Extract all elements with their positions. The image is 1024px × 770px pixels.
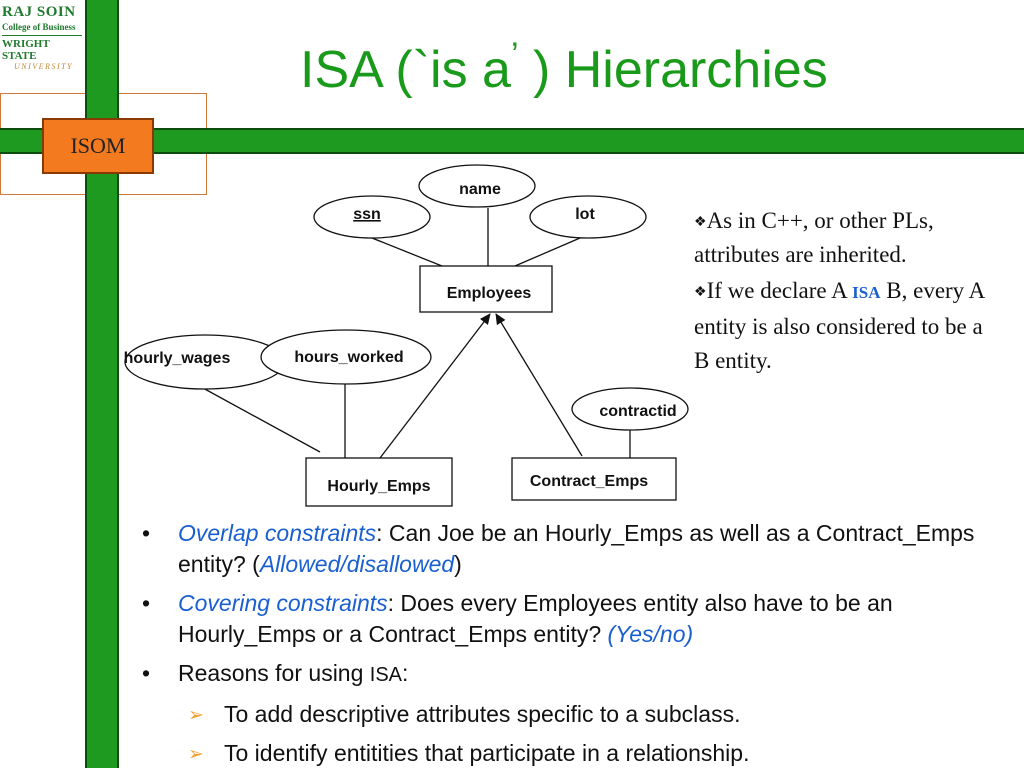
side-note-2-pre: If we declare A bbox=[706, 278, 853, 303]
bullet-overlap bbox=[140, 518, 1000, 580]
logo-line-1: RAJ SOIN bbox=[2, 4, 76, 20]
title-prefix: ISA (`is a bbox=[300, 41, 511, 99]
entity-contractemps-label: Contract_Emps bbox=[529, 473, 649, 490]
bullet-reasons bbox=[140, 658, 1000, 691]
isa-arrow-contract bbox=[496, 314, 582, 456]
side-notes bbox=[694, 204, 984, 378]
sub-bullet-2 bbox=[140, 738, 1000, 769]
bullet-overlap-term: Overlap constraints bbox=[178, 520, 377, 546]
side-note-1 bbox=[694, 204, 984, 272]
diamond-bullet-icon: ❖ bbox=[694, 215, 707, 230]
attr-ssn-label: ssn bbox=[353, 206, 381, 223]
bullet-reasons-text: Reasons for using bbox=[178, 660, 370, 686]
bullet-dot-icon: • bbox=[142, 660, 151, 686]
logo-line-4: UNIVERSITY bbox=[14, 62, 73, 71]
attr-name-label: name bbox=[459, 181, 501, 198]
attr-hourlywages-label: hourly_wages bbox=[123, 350, 231, 367]
arrow-bullet-icon: ➢ bbox=[188, 705, 204, 726]
side-note-2 bbox=[694, 274, 984, 378]
side-note-2-post: B, every A entity is also considered to be a B entity. bbox=[694, 278, 985, 373]
bullet-covering bbox=[140, 588, 1000, 650]
bullet-covering-answer: (Yes/no) bbox=[607, 621, 694, 647]
sub-bullet-2-text: To identify entitities that participate in a relationship. bbox=[224, 740, 750, 766]
edge-ssn-employees bbox=[372, 238, 442, 266]
attr-contractid-label: contractid bbox=[599, 403, 677, 420]
logo-line-2: College of Business bbox=[2, 22, 76, 32]
title-quote: ’ bbox=[510, 36, 519, 74]
edge-lot-employees bbox=[515, 238, 580, 266]
title-suffix: ) Hierarchies bbox=[518, 41, 828, 99]
logo-line-3: WRIGHT STATE bbox=[2, 38, 50, 62]
bullet-reasons-colon: : bbox=[402, 660, 409, 686]
isom-label: ISOM bbox=[70, 133, 126, 158]
diamond-bullet-icon: ❖ bbox=[694, 285, 707, 300]
bullet-list bbox=[140, 518, 1000, 769]
side-note-1-text: As in C++, or other PLs, attributes are inherited. bbox=[694, 208, 934, 267]
entity-hourlyemps-label: Hourly_Emps bbox=[327, 478, 431, 495]
bullet-covering-text: : Does every Employees entity also have to be an Hourly_Emps or a Contract_Emps entity? bbox=[178, 590, 893, 647]
attr-lot-label: lot bbox=[575, 206, 595, 223]
sub-bullet-1 bbox=[140, 699, 1000, 730]
arrow-bullet-icon: ➢ bbox=[188, 744, 204, 765]
bullet-overlap-close: ) bbox=[454, 551, 462, 577]
sub-bullet-1-text: To add descriptive attributes specific to a subclass. bbox=[224, 701, 741, 727]
bullet-overlap-text: : Can Joe be an Hourly_Emps as well as a Contract_Emps entity? ( bbox=[178, 520, 975, 577]
attr-hoursworked-label: hours_worked bbox=[294, 349, 404, 366]
side-note-2-isa: ISA bbox=[852, 283, 881, 302]
bullet-covering-term: Covering constraints bbox=[178, 590, 388, 616]
bullet-reasons-isa: ISA bbox=[369, 664, 403, 686]
edge-hourlywages-hourlyemps bbox=[192, 382, 320, 452]
entity-employees-label: Employees bbox=[446, 285, 532, 302]
bullet-dot-icon: • bbox=[142, 590, 151, 616]
bullet-overlap-answer: Allowed/disallowed bbox=[259, 551, 455, 577]
bullet-dot-icon: • bbox=[142, 520, 151, 546]
